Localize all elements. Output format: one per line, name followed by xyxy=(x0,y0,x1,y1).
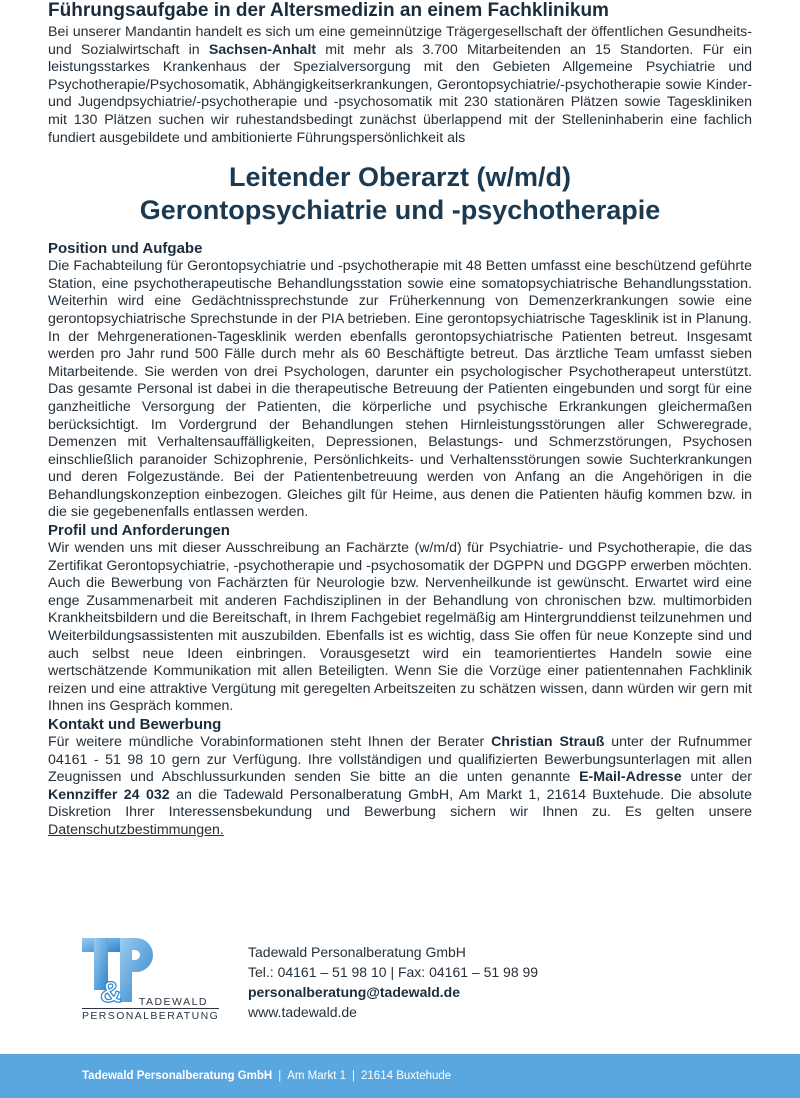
footer-city: 21614 Buxtehude xyxy=(361,1070,452,1082)
website-link[interactable]: www.tadewald.de xyxy=(248,1004,357,1020)
intro-text-1: Bei unserer Mandantin handelt es sich um eine gemeinnützige Trägergesellschaft der öffentlichen Gesundheits- und Sozialwirtschaft in xyxy=(48,24,752,58)
phone-fax: Tel.: 04161 – 51 98 10 | Fax: 04161 – 51 98 99 xyxy=(248,964,539,980)
company-logo xyxy=(80,936,220,1022)
section-text-profile: Wir wenden uns mit dieser Ausschreibung an Fachärzte (w/m/d) für Psychiatrie- und Psychotherapie, die das Zertifikat Gerontopsychiatrie, -psychotherapie und -psychosomatik der DGPPN und DGGPP erwerben möchten. Auch die Bewerbung von Fachärzten für Neurologie bzw. Nervenheilkunde ist gewünscht. Erwartet wird eine enge Zusammenarbeit mit anderen Fachdisziplinen in der Behandlung von chronischen bzw. multimorbiden Krankheitsbildern und die Bereitschaft, in Ihrem Fachgebiet regelmäßig am Hintergrunddienst teilzunehmen und Weiterbildungsassistenten mit auszubilden. Ebenfalls ist es wichtig, dass Sie offen für neue Konzepte sind und auch selbst neue Ideen einbringen. Vorausgesetzt wird ein teamorientiertes Handeln sowie eine wertschätzende Kommunikation mit allen Beteiligten. Wenn Sie die Vorzüge einer patientennahen Fachklinik reizen und eine attraktive Vergütung mit geregelten Arbeitszeiten zu schätzen wissen, dann würden wir gern mit Ihnen ins Gespräch kommen. xyxy=(48,540,752,715)
privacy-policy-link[interactable]: Datenschutzbestimmungen. xyxy=(48,821,224,838)
svg-text:&: & xyxy=(100,976,122,1006)
job-title-line-2: Gerontopsychiatrie und -psychotherapie xyxy=(139,195,661,226)
footer-company: Tadewald Personalberatung GmbH xyxy=(82,1070,273,1082)
footer-separator-2: | xyxy=(352,1070,356,1082)
section-text-contact xyxy=(48,734,752,840)
intro-paragraph xyxy=(48,24,752,147)
page-heading: Führungsaufgabe in der Altersmedizin an einem Fachklinikum xyxy=(48,0,609,21)
section-heading-contact: Kontakt und Bewerbung xyxy=(48,716,222,733)
intro-text-2: mit mehr als 3.700 Mitarbeitenden an 15 Standorten. Für ein leistungsstarkes Krankenhaus der Spezialversorgung mit den Gebieten Allgemeine Psychiatrie und Psychotherapie/Psychosomatik, Abhängigkeitserkrankungen, Gerontopsychiatrie/-psychotherapie sowie Kinder- und Jugendpsychiatrie/-psychotherapie und -psychosomatik mit 230 stationären Plätzen sowie Tageskliniken mit 130 Plätzen suchen wir ruhestandsbedingt zunächst überlappend mit der Stelleninhaberin eine fachlich fundiert ausgebildete und ambitionierte Führungspersönlichkeit als xyxy=(48,41,752,146)
contact-text-3: unter der xyxy=(681,769,752,786)
consultant-name: Christian Strauß xyxy=(491,734,605,750)
contact-text-4: an die Tadewald Personalberatung GmbH, Am Markt 1, 21614 Buxtehude. Die absolute Diskretion Ihrer Interessensbekundung und Bewerbung sichern wir Ihnen zu. Es gelten unsere xyxy=(48,786,752,821)
reference-number: Kennziffer 24 032 xyxy=(48,786,170,803)
footer-street: Am Markt 1 xyxy=(287,1070,347,1082)
logo-wordmark-1: TADEWALD xyxy=(138,996,208,1008)
region-highlight: Sachsen-Anhalt xyxy=(208,41,317,58)
section-heading-position: Position und Aufgabe xyxy=(48,240,203,258)
email-address-label: E-Mail-Adresse xyxy=(579,769,682,786)
section-heading-profile: Profil und Anforderungen xyxy=(48,522,230,540)
job-title xyxy=(48,161,752,227)
contact-text-1: Für weitere mündliche Vorabinformationen steht Ihnen der Berater xyxy=(48,734,492,750)
email-link[interactable]: personalberatung@tadewald.de xyxy=(248,984,461,1000)
company-name: Tadewald Personalberatung GmbH xyxy=(248,944,466,960)
footer-bar xyxy=(0,1054,800,1098)
logo-wordmark-2: PERSONALBERATUNG xyxy=(82,1010,220,1022)
job-ad xyxy=(48,0,752,840)
section-text-position: Die Fachabteilung für Gerontopsychiatrie und -psychotherapie mit 48 Betten umfasst eine beschützend geführte Station, eine psychotherapeutische Behandlungsstation sowie eine somatopsychiatrische Behandlungsstation. Weiterhin wird eine Gedächtnissprechstunde zur Früherkennung von Demenzerkrankungen sowie eine gerontopsychiatrische Sprechstunde in der PIA betrieben. Eine gerontopsychiatrische Tagesklinik ist in Planung. In der Mehrgenerationen-Tagesklinik werden ebenfalls gerontopsychiatrische Patienten betreut. Insgesamt werden pro Jahr rund 500 Fälle durch mehr als 60 Beschäftigte betreut. Das ärztliche Team umfasst sieben Mitarbeitende. Sie werden von drei Psychologen, darunter ein psychologischer Psychotherapeut unterstützt. Das gesamte Personal ist dabei in die therapeutische Betreuung der Patienten eingebunden und sorgt für eine ganzheitliche Versorgung der Patienten, die körperliche und psychische Erkrankungen gleichermaßen berücksichtigt. Im Vordergrund der Behandlungen stehen Hirnleistungsstörungen aller Schweregrade, Demenzen mit Verhaltensauffälligkeiten, Depressionen, Belastungs- und Schmerzstörungen, Psychosen einschließlich paranoider Schizophrenie, Persönlichkeits- und Verhaltensstörungen sowie Suchterkrankungen und deren Folgezustände. Bei der Patientenbetreuung werden von Anfang an die Angehörigen in die Behandlungskonzeption einbezogen. Gleiches gilt für Heime, aus denen die Patienten häufig kommen bzw. in die sie gegebenenfalls entlassen werden. xyxy=(48,258,752,521)
contact-details xyxy=(248,942,538,1022)
job-title-line-1: Leitender Oberarzt (w/m/d) xyxy=(228,162,572,193)
footer-address xyxy=(82,1054,451,1098)
footer-separator-1: | xyxy=(278,1070,282,1082)
contact-text-2: unter der Rufnummer 04161 - 51 98 10 gern zur Verfügung. Ihre vollständigen und qualifizierten Bewerbungsunterlagen mit allen Zeugnissen und Abschlussurkunden senden Sie bitte an die unten genannte xyxy=(48,734,752,786)
